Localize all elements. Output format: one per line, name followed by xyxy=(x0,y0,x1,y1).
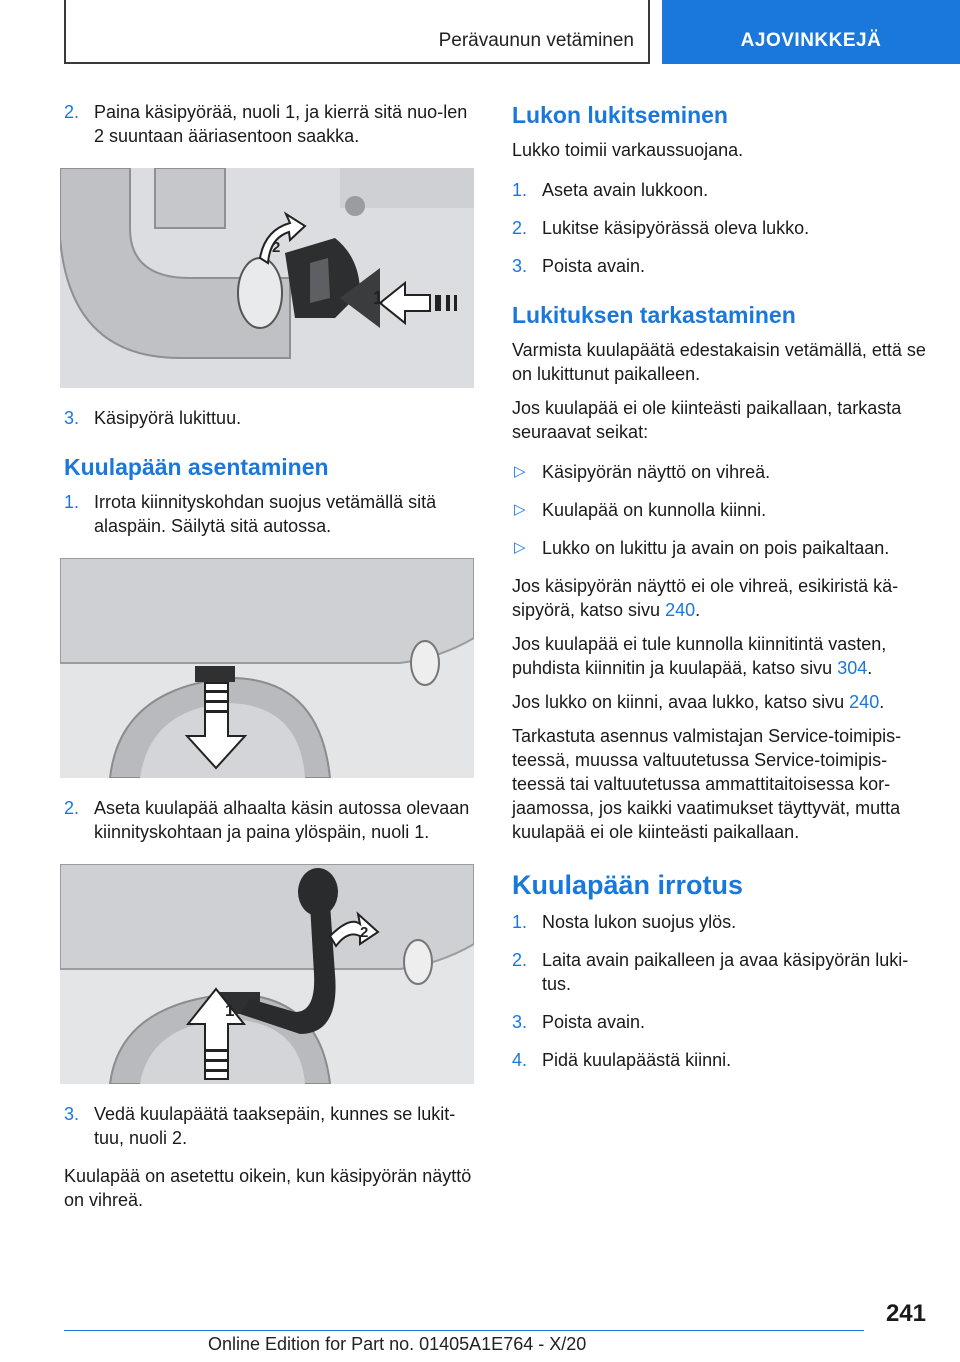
footer-divider xyxy=(64,1330,864,1331)
bullet-item xyxy=(512,460,932,484)
step-number: 3. xyxy=(512,1012,528,1032)
page-link[interactable]: 240 xyxy=(665,600,696,620)
paragraph-end: . xyxy=(867,658,873,678)
step-text: Käsipyörä lukittuu. xyxy=(94,408,242,428)
step-item xyxy=(512,216,932,240)
header-section-title: Perävaunun vetäminen xyxy=(438,30,634,51)
bullet-text: Lukko on lukittu ja avain on pois paikaltaan. xyxy=(542,538,890,558)
paragraph-end: . xyxy=(879,692,885,712)
step-text: Poista avain. xyxy=(542,256,646,276)
step-number: 2. xyxy=(64,102,80,122)
step-item xyxy=(64,100,482,148)
paragraph: Jos kuulapää ei ole kiinteästi paikallaan, tarkasta seuraavat seikat: xyxy=(512,398,902,442)
section-heading-lock: Lukon lukitseminen xyxy=(512,102,728,128)
footer-edition: Online Edition for Part no. 01405A1E764 - X/20 xyxy=(208,1334,587,1354)
figure-ball-head-insert xyxy=(60,864,474,1084)
step-number: 3. xyxy=(64,408,80,428)
step-text: Vedä kuulapäätä taaksepäin, kunnes se lukit-tuu, nuoli 2. xyxy=(94,1104,456,1148)
bullet-triangle-icon: ▷ xyxy=(514,501,526,518)
step-item xyxy=(512,254,932,278)
step-number: 3. xyxy=(64,1104,80,1124)
step-text: Irrota kiinnityskohdan suojus vetämällä sitä alaspäin. Säilytä sitä autossa. xyxy=(94,492,437,536)
header-chapter-title: AJOVINKKEJÄ xyxy=(740,30,882,51)
step-text: Pidä kuulapäästä kiinni. xyxy=(542,1050,732,1070)
page-link[interactable]: 240 xyxy=(849,692,880,712)
figure-arrow-label: 2 xyxy=(360,924,369,941)
step-item xyxy=(512,1048,932,1072)
step-item xyxy=(512,1010,932,1034)
section-heading-remove: Kuulapään irrotus xyxy=(512,870,744,900)
step-text: Aseta avain lukkoon. xyxy=(542,180,709,200)
bullet-text: Kuulapää on kunnolla kiinni. xyxy=(542,500,767,520)
step-number: 1. xyxy=(64,492,80,512)
step-item xyxy=(64,490,482,538)
page-link[interactable]: 304 xyxy=(837,658,868,678)
bullet-item xyxy=(512,498,932,522)
paragraph-text: Jos lukko on kiinni, avaa lukko, katso sivu xyxy=(512,692,850,712)
step-number: 2. xyxy=(512,950,528,970)
step-item xyxy=(64,406,482,430)
step-number: 2. xyxy=(64,798,80,818)
header-section-box xyxy=(64,0,650,64)
paragraph xyxy=(512,574,932,622)
step-text: Poista avain. xyxy=(542,1012,646,1032)
figure-arrow-label: 1 xyxy=(373,288,384,308)
paragraph-end: . xyxy=(695,600,701,620)
step-number: 1. xyxy=(512,180,528,200)
paragraph xyxy=(512,690,932,714)
page-number: 241 xyxy=(885,1300,926,1327)
step-number: 4. xyxy=(512,1050,528,1070)
figure-cover-removal xyxy=(60,558,474,778)
paragraph: Kuulapää on asetettu oikein, kun käsipyörän näyttö on vihreä. xyxy=(64,1166,472,1210)
step-text: Aseta kuulapää alhaalta käsin autossa olevaan kiinnityskohtaan ja paina ylöspäin, nuoli 1. xyxy=(94,798,470,842)
section-heading-mount: Kuulapään asentaminen xyxy=(64,454,329,480)
step-number: 2. xyxy=(512,218,528,238)
figure-hand-wheel xyxy=(60,168,474,388)
paragraph-text: Jos käsipyörän näyttö ei ole vihreä, esikiristä kä-sipyörä, katso sivu xyxy=(512,576,899,620)
step-text: Laita avain paikalleen ja avaa käsipyörän luki-tus. xyxy=(542,950,909,994)
header-chapter-tab[interactable] xyxy=(662,0,960,64)
figure-arrow-label: 1 xyxy=(225,1001,235,1020)
step-item xyxy=(64,796,482,844)
step-item xyxy=(64,1102,482,1150)
step-text: Lukitse käsipyörässä oleva lukko. xyxy=(542,218,810,238)
bullet-item xyxy=(512,536,932,560)
paragraph: Varmista kuulapäätä edestakaisin vetämällä, että se on lukittunut paikalleen. xyxy=(512,340,926,384)
figure-arrow-label: 2 xyxy=(272,239,281,256)
step-item xyxy=(512,910,932,934)
step-item xyxy=(512,178,932,202)
paragraph xyxy=(512,632,932,680)
step-item xyxy=(512,948,932,996)
step-text: Paina käsipyörää, nuoli 1, ja kierrä sitä nuo-len 2 suuntaan ääriasentoon saakka. xyxy=(94,102,468,146)
section-heading-check: Lukituksen tarkastaminen xyxy=(512,302,796,328)
page-header xyxy=(0,0,960,64)
right-column xyxy=(512,100,932,1086)
step-number: 3. xyxy=(512,256,528,276)
step-number: 1. xyxy=(512,912,528,932)
paragraph: Tarkastuta asennus valmistajan Service-toimipis-teessä, muussa valtuutetussa Service-toimipis-teessä tai valtuutetussa ammattitaitoisessa kor-jaamossa, jos kaikki vaatimukset täyttyvät, mutta kuulapää ei ole kiinteästi paikallaan. xyxy=(512,726,902,842)
paragraph: Lukko toimii varkaussuojana. xyxy=(512,140,744,160)
bullet-triangle-icon: ▷ xyxy=(514,539,526,556)
bullet-triangle-icon: ▷ xyxy=(514,463,526,480)
left-column xyxy=(64,100,482,1222)
paragraph-text: Jos kuulapää ei tule kunnolla kiinnitintä vasten, puhdista kiinnitin ja kuulapää, katso sivu xyxy=(512,634,887,678)
step-text: Nosta lukon suojus ylös. xyxy=(542,912,737,932)
bullet-text: Käsipyörän näyttö on vihreä. xyxy=(542,462,771,482)
